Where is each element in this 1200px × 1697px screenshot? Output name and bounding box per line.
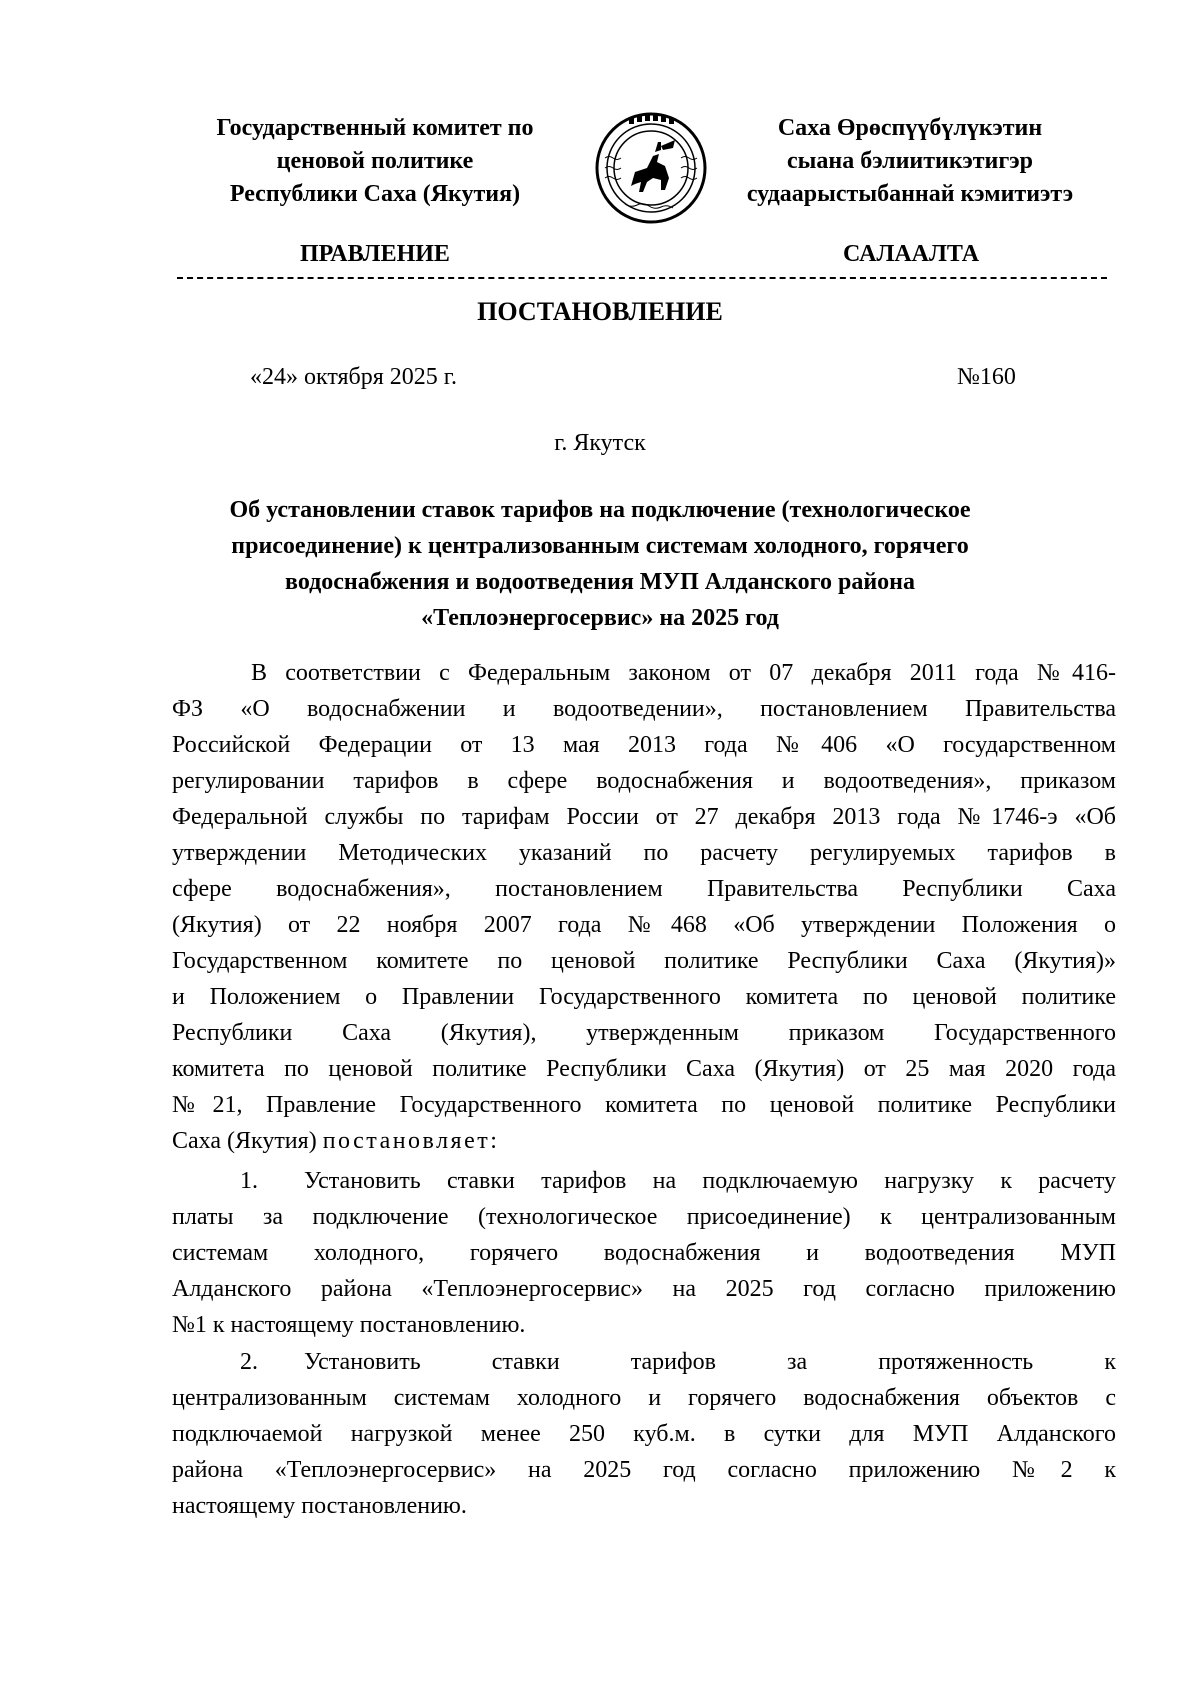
header-left-line: ценовой политике [276, 148, 474, 174]
item-line: Алданского района «Теплоэнергосервис» на 2025 год согласно приложению [172, 1276, 1116, 1302]
paragraph-line: утверждении Методических указаний по расчету регулируемых тарифов в [172, 840, 1116, 866]
item-line: подключаемой нагрузкой менее 250 куб.м. в сутки для МУП Алданского [172, 1421, 1116, 1447]
item-line: системам холодного, горячего водоснабжения и водоотведения МУП [172, 1240, 1116, 1266]
document-type: ПОСТАНОВЛЕНИЕ [477, 297, 723, 326]
section-label-board-yakut: САЛААЛТА [843, 241, 980, 267]
header-left-org [165, 112, 585, 211]
document-city: г. Якутск [554, 430, 646, 456]
item-1 [172, 1163, 1116, 1343]
item-line: района «Теплоэнергосервис» на 2025 год согласно приложению №2 к [172, 1457, 1116, 1483]
paragraph-line: №21, Правление Государственного комитета по ценовой политике Республики [172, 1092, 1116, 1118]
item-first-line [172, 1163, 1116, 1199]
item-last-line: настоящему постановлению. [172, 1493, 467, 1519]
paragraph-line: регулировании тарифов в сфере водоснабжения и водоотведения», приказом [172, 768, 1116, 794]
item-line: централизованным системам холодного и горячего водоснабжения объектов с [172, 1385, 1116, 1411]
paragraph-line: комитета по ценовой политике Республики Саха (Якутия) от 25 мая 2020 года [172, 1056, 1116, 1082]
item-number: 1. [240, 1168, 258, 1194]
paragraph-line: сфере водоснабжения», постановлением Правительства Республики Саха [172, 876, 1116, 902]
resolves-keyword: постановляет: [322, 1128, 500, 1154]
item-first-text: Установить ставки тарифов на подключаемую нагрузку к расчету [304, 1168, 1116, 1194]
item-2 [172, 1344, 1116, 1524]
coat-of-arms-emblem-icon [595, 112, 707, 224]
title-line: водоснабжения и водоотведения МУП Алданского района [285, 569, 915, 595]
header-right-line: Саха Өрөспүүбүлүкэтин [777, 115, 1043, 141]
header-left-line: Республики Саха (Якутия) [229, 181, 521, 207]
paragraph-line: ФЗ «О водоснабжении и водоотведении», постановлением Правительства [172, 696, 1116, 722]
dashed-separator [177, 277, 1107, 279]
title-line: присоединение) к централизованным системам холодного, горячего [231, 533, 969, 559]
paragraph-line: Федеральной службы по тарифам России от 27 декабря 2013 года №1746-э «Об [172, 804, 1116, 830]
item-number: 2. [240, 1349, 258, 1375]
title-line: Об установлении ставок тарифов на подключение (технологическое [229, 497, 971, 523]
paragraph-line: Российской Федерации от 13 мая 2013 года №406 «О государственном [172, 732, 1116, 758]
paragraph-line: Государственном комитете по ценовой политике Республики Саха (Якутия)» [172, 948, 1116, 974]
item-first-text: Установить ставки тарифов за протяженность к [304, 1349, 1116, 1375]
section-label-board: ПРАВЛЕНИЕ [300, 241, 450, 267]
header-right-line: судаарыстыбаннай кэмитиэтэ [746, 181, 1074, 207]
header-right-line: сыана бэлиитикэтигэр [786, 148, 1033, 174]
paragraph-last-text: Саха (Якутия) [172, 1128, 323, 1154]
paragraph-line: В соответствии с Федеральным законом от 07 декабря 2011 года №416- [251, 660, 1116, 686]
document-date: «24» октября 2025 г. [250, 364, 457, 390]
item-line: платы за подключение (технологическое присоединение) к централизованным [172, 1204, 1116, 1230]
preamble-paragraph [172, 655, 1116, 1159]
title-line: «Теплоэнергосервис» на 2025 год [421, 605, 779, 631]
paragraph-line: Республики Саха (Якутия), утвержденным приказом Государственного [172, 1020, 1116, 1046]
document-number: №160 [957, 364, 1016, 390]
item-last-line: №1 к настоящему постановлению. [172, 1312, 526, 1338]
header-right-org [700, 112, 1120, 211]
document-title [180, 492, 1020, 636]
header-left-line: Государственный комитет по [216, 115, 534, 141]
paragraph-last-line [172, 1123, 1116, 1159]
paragraph-line: (Якутия) от 22 ноября 2007 года №468 «Об утверждении Положения о [172, 912, 1116, 938]
paragraph-line: и Положением о Правлении Государственного комитета по ценовой политике [172, 984, 1116, 1010]
item-first-line [172, 1344, 1116, 1380]
